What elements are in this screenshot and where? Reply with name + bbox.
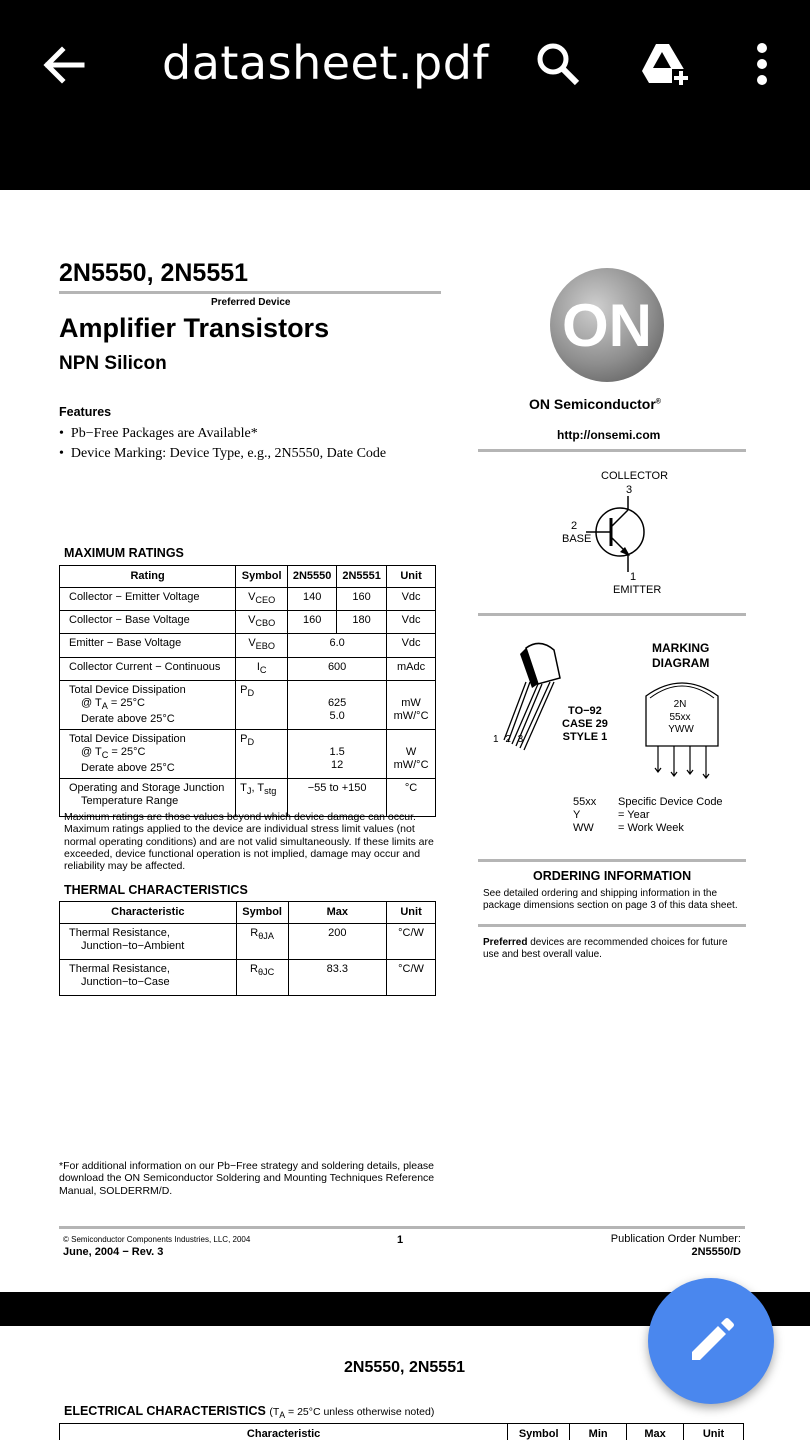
footer-divider: [59, 1226, 745, 1229]
feature-item: • Device Marking: Device Type, e.g., 2N5550, Date Code: [59, 446, 387, 461]
edit-fab-button[interactable]: [648, 1278, 774, 1404]
product-subheading: NPN Silicon: [59, 353, 167, 374]
npn-transistor-symbol: [586, 496, 656, 572]
column-header: Min: [570, 1424, 627, 1440]
marking-code-line: YWW: [668, 724, 694, 735]
package-label: TO−92 CASE 29 STYLE 1: [562, 705, 608, 743]
column-header: Symbol: [508, 1424, 570, 1440]
table-row: Collector Current − Continuous $I_C$ 600 mAdc: [60, 657, 436, 680]
table-row: Operating and Storage Junction Temperature Range $T_J$, $T_{stg}$ −55 to +150 °C: [60, 779, 436, 817]
marking-legend: 55xx Specific Device Code Y = Year WW = Work Week: [573, 796, 723, 834]
on-semiconductor-logo: [548, 266, 666, 384]
base-pin-number: 2: [571, 520, 578, 532]
column-header: Characteristic: [60, 902, 237, 924]
preferred-note: Preferred devices are recommended choices for future use and best overall value.: [483, 937, 728, 960]
emitter-pin-number: 1: [630, 571, 637, 583]
table-row: Collector − Base Voltage $V_{CBO}$ 160 180 Vdc: [60, 611, 436, 634]
marking-code-line: 55xx: [669, 712, 691, 723]
product-heading: Amplifier Transistors: [59, 313, 330, 343]
page-number: 1: [397, 1234, 404, 1246]
revision-date: June, 2004 − Rev. 3: [63, 1246, 164, 1258]
back-arrow-icon[interactable]: [38, 40, 88, 90]
divider: [478, 449, 746, 452]
drive-add-icon[interactable]: [638, 38, 690, 90]
divider: [478, 924, 746, 927]
column-header: 2N5550: [288, 566, 337, 588]
divider: [478, 613, 746, 616]
column-header: Max: [627, 1424, 684, 1440]
thermal-title: THERMAL CHARACTERISTICS: [64, 883, 248, 897]
column-header: Rating: [60, 566, 236, 588]
table-row: Thermal Resistance, Junction−to−Case $R_{\theta JC}$ 83.3 °C/W: [60, 960, 436, 996]
column-header: Characteristic: [60, 1424, 508, 1440]
ordering-text: See detailed ordering and shipping information in the package dimensions section on page 3 of this data sheet.: [483, 888, 738, 911]
max-ratings-table: [59, 565, 436, 817]
base-label: BASE: [562, 533, 592, 545]
page2-title: 2N5550, 2N5551: [344, 1359, 465, 1376]
package-pin-labels: 1 2 3: [493, 734, 526, 745]
preferred-device-label: Preferred Device: [211, 297, 291, 308]
column-header: Symbol: [236, 566, 288, 588]
pdf-page-1[interactable]: [0, 190, 810, 1292]
feature-item: • Pb−Free Packages are Available*: [59, 426, 258, 441]
ordering-title: ORDERING INFORMATION: [533, 869, 692, 883]
emitter-label: EMITTER: [613, 584, 662, 596]
document-title: datasheet.pdf: [162, 36, 490, 90]
search-icon[interactable]: [532, 38, 584, 90]
column-header: Unit: [387, 902, 436, 924]
footnote: *For additional information on our Pb−Free strategy and soldering details, please download the ON Semiconductor Soldering and Mounting Techniques Reference Manual, SOLDERRM/D.: [59, 1160, 435, 1197]
column-header: Max: [288, 902, 386, 924]
logo-text: ON: [562, 292, 652, 359]
publication-label: Publication Order Number:: [610, 1233, 741, 1245]
marking-diagram-title: MARKING DIAGRAM: [652, 641, 710, 670]
publication-number: 2N5550/D: [691, 1246, 741, 1258]
thermal-table: [59, 901, 436, 996]
column-header: Unit: [387, 566, 436, 588]
column-header: 2N5551: [337, 566, 387, 588]
brand-name: ON Semiconductor®: [529, 396, 661, 412]
copyright: © Semiconductor Components Industries, LLC, 2004: [63, 1235, 251, 1244]
more-vert-icon[interactable]: [736, 38, 788, 90]
feature-text: Device Marking: Device Type, e.g., 2N5550, Date Code: [70, 446, 387, 461]
marking-code-line: 2N: [673, 699, 687, 710]
column-header: Unit: [684, 1424, 744, 1440]
divider: [478, 859, 746, 862]
collector-label: COLLECTOR: [601, 470, 669, 482]
part-number-title: 2N5550, 2N5551: [59, 259, 249, 287]
app-bar: [0, 0, 810, 190]
column-header: Symbol: [236, 902, 288, 924]
table-row: Collector − Emitter Voltage $V_{CEO}$ 140 160 Vdc: [60, 588, 436, 611]
max-ratings-note: Maximum ratings are those values beyond which device damage can occur. Maximum ratings applied to the device are individual stress limit values (not normal operating conditions) and are not valid simultaneously. If these limits are exceeded, device functional operation is not implied, damage may occur and reliability may be affected.: [64, 811, 434, 873]
electrical-characteristics-title: ELECTRICAL CHARACTERISTICS ($T_A = 25^\circ C$ unless otherwise noted): [64, 1404, 435, 1421]
table-row: Thermal Resistance, Junction−to−Ambient $R_{\theta JA}$ 200 °C/W: [60, 924, 436, 960]
website-link[interactable]: http://onsemi.com: [557, 428, 661, 442]
features-title: Features: [59, 405, 112, 419]
electrical-characteristics-table: [59, 1423, 744, 1440]
feature-text: Pb−Free Packages are Available*: [70, 426, 258, 441]
title-divider: [59, 291, 441, 294]
table-row: Emitter − Base Voltage $V_{EBO}$ 6.0 Vdc: [60, 634, 436, 657]
edit-pencil-icon: [686, 1316, 736, 1366]
max-ratings-title: MAXIMUM RATINGS: [64, 546, 184, 560]
table-row: Total Device Dissipation @ $T_A = 25^\circ C$ Derate above 25°C $P_D$ 625 5.0 mW mW/°C: [60, 680, 436, 729]
collector-pin-number: 3: [626, 484, 633, 496]
table-row: Total Device Dissipation @ $T_C = 25^\circ C$ Derate above 25°C $P_D$ 1.5 12 W mW/°C: [60, 729, 436, 778]
